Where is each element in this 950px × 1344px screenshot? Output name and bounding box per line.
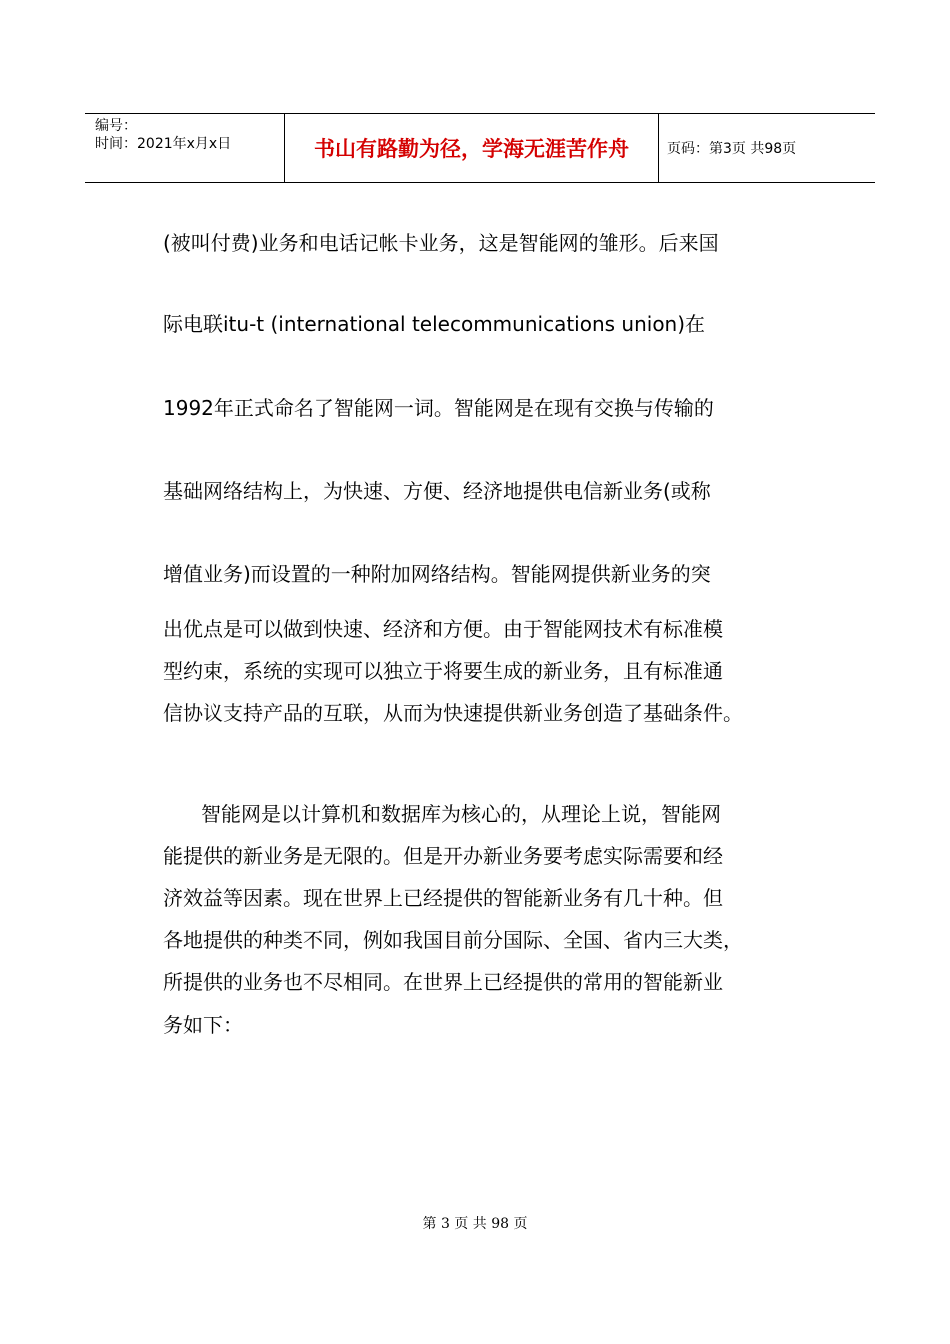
body-line: 智能网是以计算机和数据库为核心的，从理论上说，智能网 — [201, 802, 721, 826]
header-motto: 书山有路勤为径，学海无涯苦作舟 — [285, 114, 659, 182]
body-line: 增值业务)而设置的一种附加网络结构。智能网提供新业务的突 — [163, 562, 711, 586]
body-line: 济效益等因素。现在世界上已经提供的智能新业务有几十种。但 — [163, 886, 723, 910]
body-line: 基础网络结构上，为快速、方便、经济地提供电信新业务(或称 — [163, 479, 711, 503]
body-line: 际电联itu-t (international telecommunications union)在 — [163, 312, 706, 336]
header-page-info: 页码：第3页 共98页 — [667, 141, 797, 157]
body-line: 能提供的新业务是无限的。但是开办新业务要考虑实际需要和经 — [163, 844, 723, 868]
header-table — [85, 113, 875, 183]
body-line: 出优点是可以做到快速、经济和方便。由于智能网技术有标准模 — [163, 617, 723, 641]
body-line: 信协议支持产品的互联，从而为快速提供新业务创造了基础条件。 — [163, 701, 743, 725]
header-meta-cell — [85, 114, 285, 182]
body-line: 务如下： — [163, 1013, 243, 1037]
body-line: 1992年正式命名了智能网一词。智能网是在现有交换与传输的 — [163, 396, 714, 420]
body-line: 各地提供的种类不同，例如我国目前分国际、全国、省内三大类， — [163, 928, 743, 952]
body-line: (被叫付费)业务和电话记帐卡业务，这是智能网的雏形。后来国 — [163, 231, 719, 255]
document-time-label: 时间：2021年x月x日 — [95, 136, 232, 152]
body-line: 所提供的业务也不尽相同。在世界上已经提供的常用的智能新业 — [163, 970, 723, 994]
document-number-label: 编号： — [95, 118, 137, 134]
body-line: 型约束，系统的实现可以独立于将要生成的新业务，且有标准通 — [163, 659, 723, 683]
page-footer: 第 3 页 共 98 页 — [422, 1216, 528, 1232]
